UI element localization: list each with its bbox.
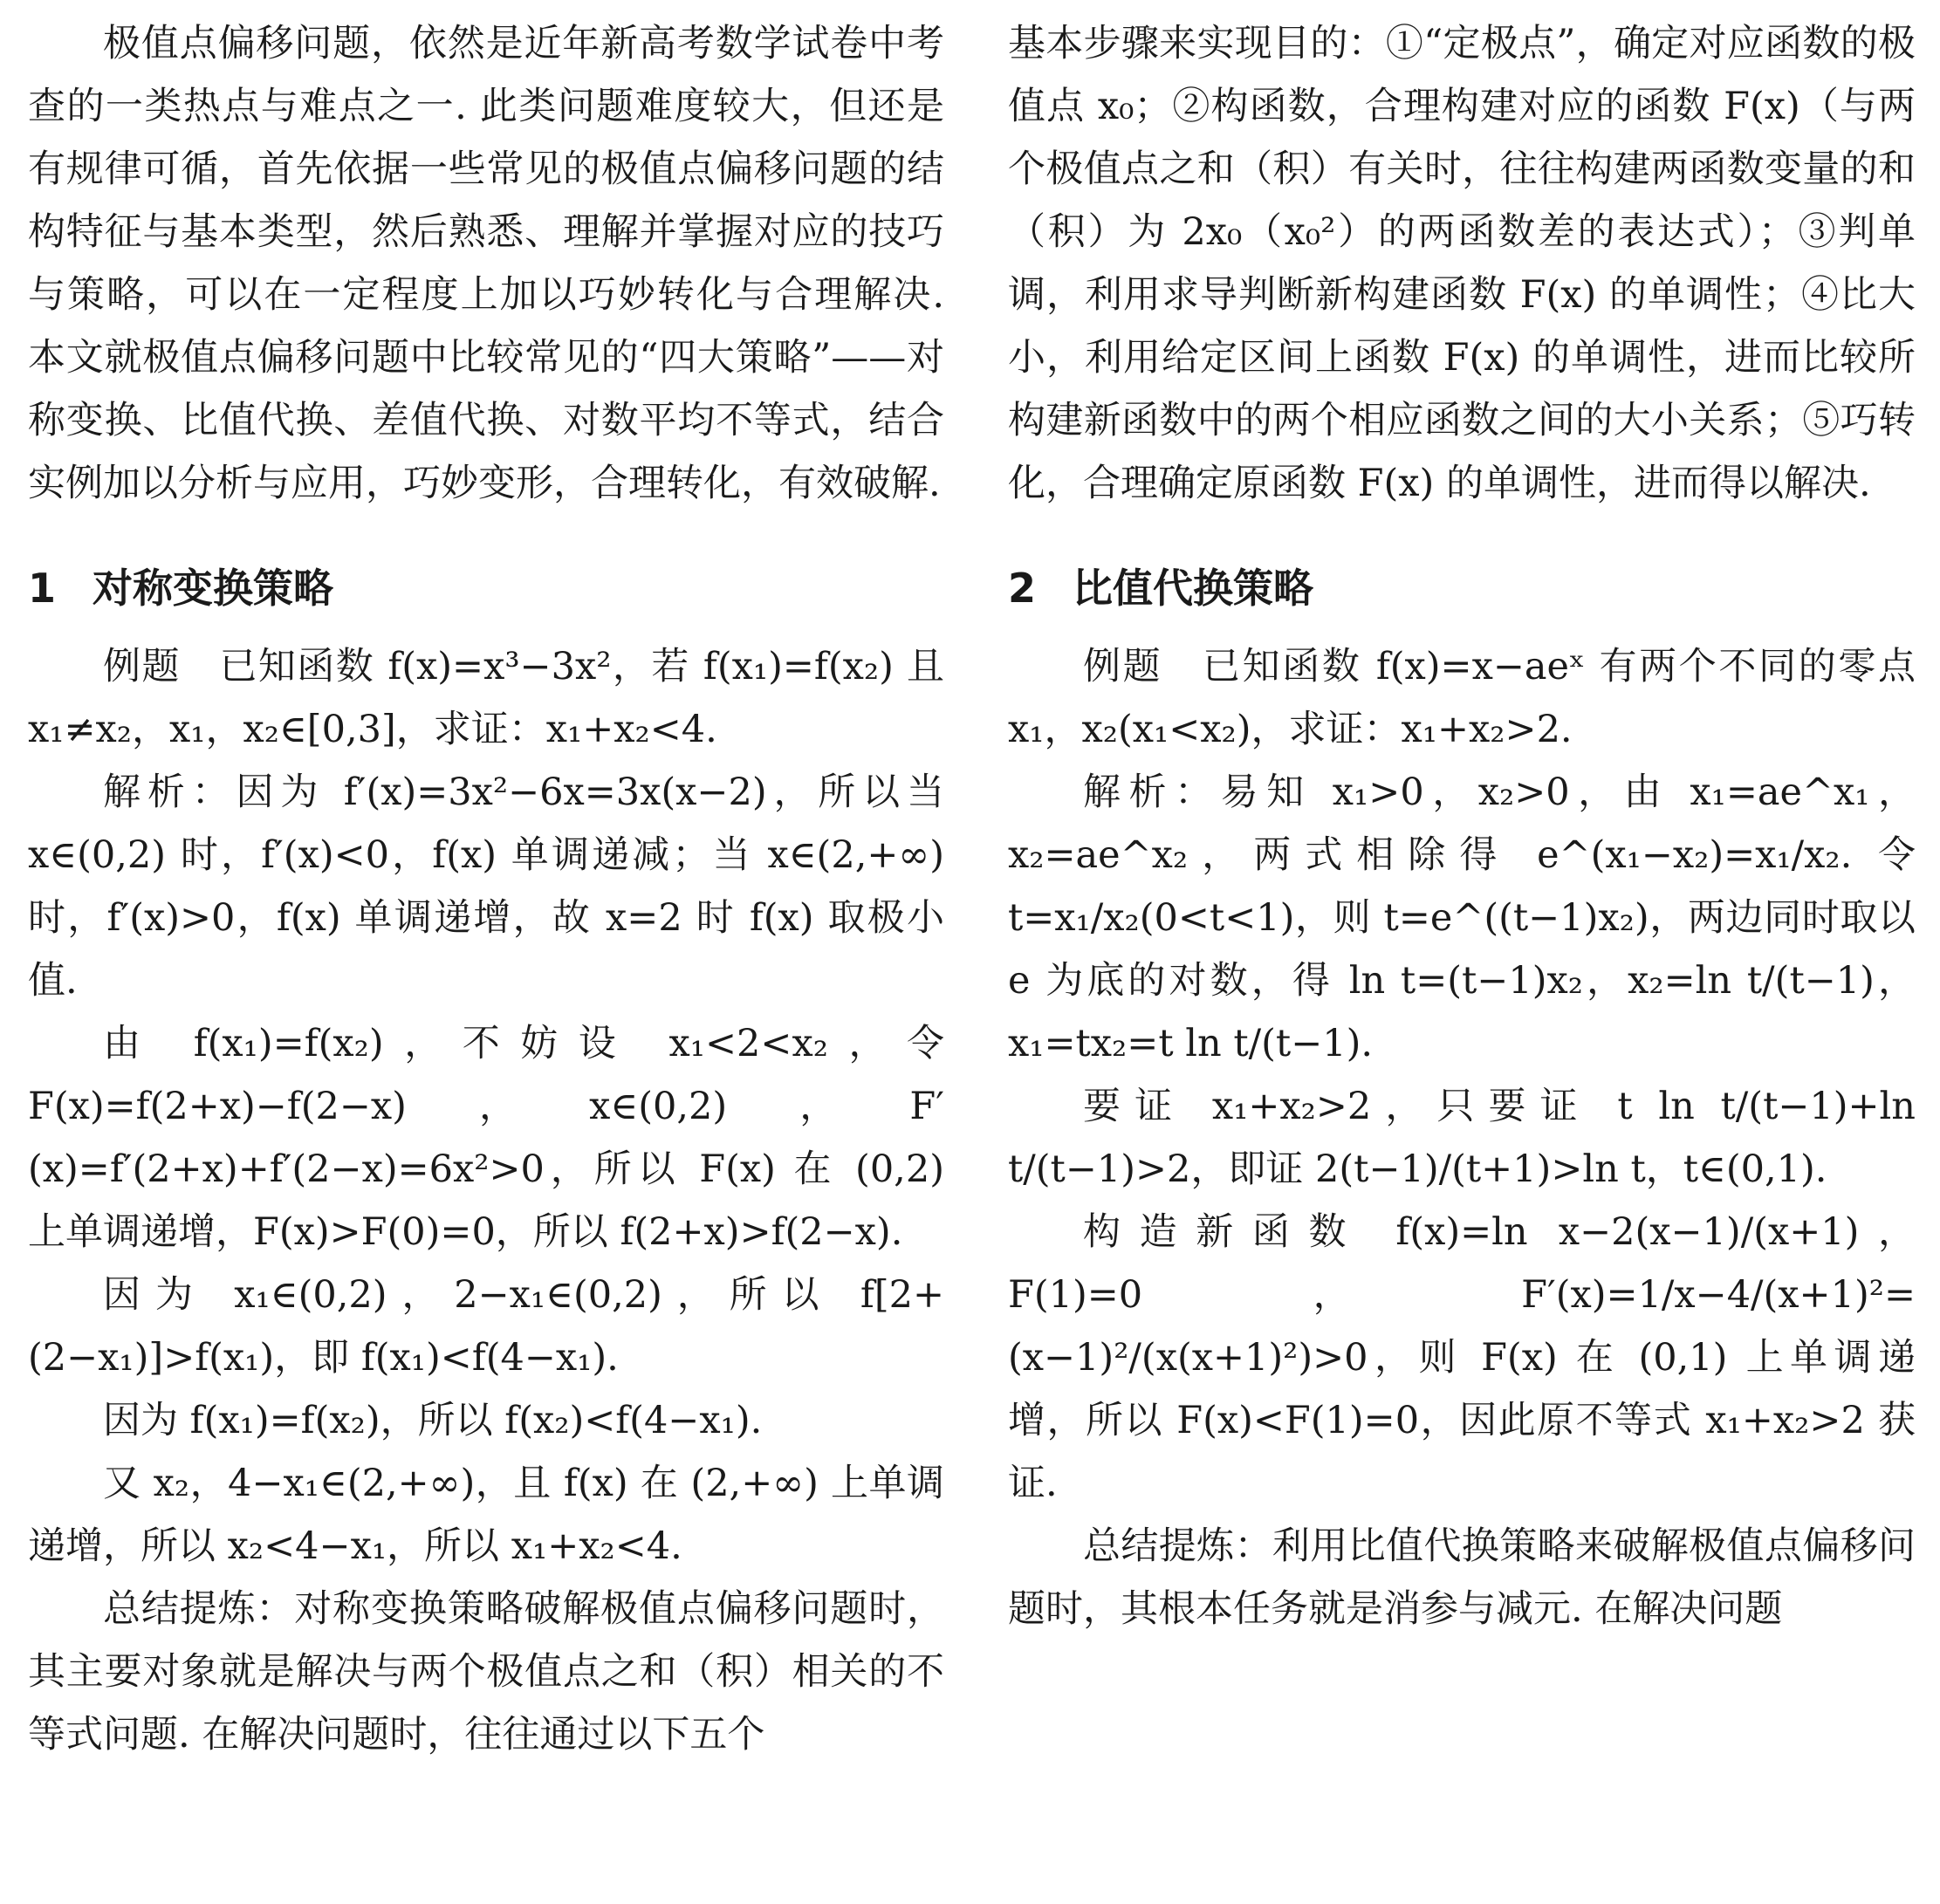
s1-solution-p5: 又 x₂，4−x₁∈(2,+∞)，且 f(x) 在 (2,+∞) 上单调递增，所以 x₂<4−x₁，所以 x₁+x₂<4. [28,1462,944,1568]
intro-paragraph: 极值点偏移问题，依然是近年新高考数学试卷中考查的一类热点与难点之一. 此类问题难度较大，但还是有规律可循，首先依据一些常见的极值点偏移问题的结构特征与基本类型，然后熟悉、理解并掌握对应的技巧与策略，可以在一定程度上加以巧妙转化与合理解决. 本文就极值点偏移问题中比较常见的“四大策略”——对称变换、比值代换、差值代换、对数平均不等式，结合实例加以分析与应用，巧妙变形，合理转化，有效破解. [28,22,944,505]
s1-summary-continued: 基本步骤来实现目的：①“定极点”，确定对应函数的极值点 x₀；②构函数，合理构建对应的函数 F(x)（与两个极值点之和（积）有关时，往往构建两函数变量的和（积）为 2x₀（x₀²）的两函数差的表达式）；③判单调，利用求导判断新构建函数 F(x) 的单调性；④比大小，利用给定区间上函数 F(x) 的单调性，进而比较所构建新函数中的两个相应函数之间的大小关系；⑤巧转化，合理确定原函数 F(x) 的单调性，进而得以解决. [1008,22,1916,505]
s1-solution-p4: 因为 f(x₁)=f(x₂)，所以 f(x₂)<f(4−x₁). [103,1399,763,1442]
left-column [28,12,944,1766]
s1-solution-p1: 解析：因为 f′(x)=3x²−6x=3x(x−2)，所以当 x∈(0,2) 时，f′(x)<0，f(x) 单调递减；当 x∈(2,+∞) 时，f′(x)>0，f(x) 单调递增，故 x=2 时 f(x) 取极小值. [28,771,944,1003]
right-column [1008,12,1916,1640]
s2-summary: 总结提炼：利用比值代换策略来破解极值点偏移问题时，其根本任务就是消参与减元. 在解决问题 [1008,1524,1916,1631]
s1-summary: 总结提炼：对称变换策略破解极值点偏移问题时，其主要对象就是解决与两个极值点之和（积）相关的不等式问题. 在解决问题时，往往通过以下五个 [28,1587,944,1757]
section-2-heading [1008,557,1916,620]
s2-example: 例题 已知函数 f(x)=x−aeˣ 有两个不同的零点 x₁，x₂(x₁<x₂)，求证：x₁+x₂>2. [1008,645,1916,751]
s1-solution-p3: 因为 x₁∈(0,2)，2−x₁∈(0,2)，所以 f[2+(2−x₁)]>f(x₁)，即 f(x₁)<f(4−x₁). [28,1273,944,1380]
section-1-number: 1 [28,565,57,612]
s2-solution-p2: 要证 x₁+x₂>2，只要证 t ln t/(t−1)+ln t/(t−1)>2，即证 2(t−1)/(t+1)>ln t，t∈(0,1). [1008,1085,1916,1191]
section-1-heading [28,557,944,620]
section-2-number: 2 [1008,565,1037,612]
section-2-title: 比值代换策略 [1073,565,1313,612]
s2-solution-p3: 构造新函数 f(x)=ln x−2(x−1)/(x+1)，F(1)=0，F′(x)=1/x−4/(x+1)²=(x−1)²/(x(x+1)²)>0，则 F(x) 在 (0,1) 上单调递增，所以 F(x)<F(1)=0，因此原不等式 x₁+x₂>2 获证. [1008,1210,1916,1505]
section-1-title: 对称变换策略 [93,565,333,612]
s1-solution-p2: 由 f(x₁)=f(x₂)，不妨设 x₁<2<x₂，令 F(x)=f(2+x)−f(2−x)，x∈(0,2)，F′(x)=f′(2+x)+f′(2−x)=6x²>0，所以 F(x) 在 (0,2) 上单调递增，F(x)>F(0)=0，所以 f(2+x)>f(2−x). [28,1022,944,1254]
s1-example: 例题 已知函数 f(x)=x³−3x²，若 f(x₁)=f(x₂) 且 x₁≠x₂，x₁，x₂∈[0,3]，求证：x₁+x₂<4. [28,645,944,751]
s2-solution-p1: 解析：易知 x₁>0，x₂>0，由 x₁=ae^x₁，x₂=ae^x₂，两式相除得 e^(x₁−x₂)=x₁/x₂. 令 t=x₁/x₂(0<t<1)，则 t=e^((t−1)x₂)，两边同时取以 e 为底的对数，得 ln t=(t−1)x₂，x₂=ln t/(t−1)，x₁=tx₂=t ln t/(t−1). [1008,771,1916,1065]
